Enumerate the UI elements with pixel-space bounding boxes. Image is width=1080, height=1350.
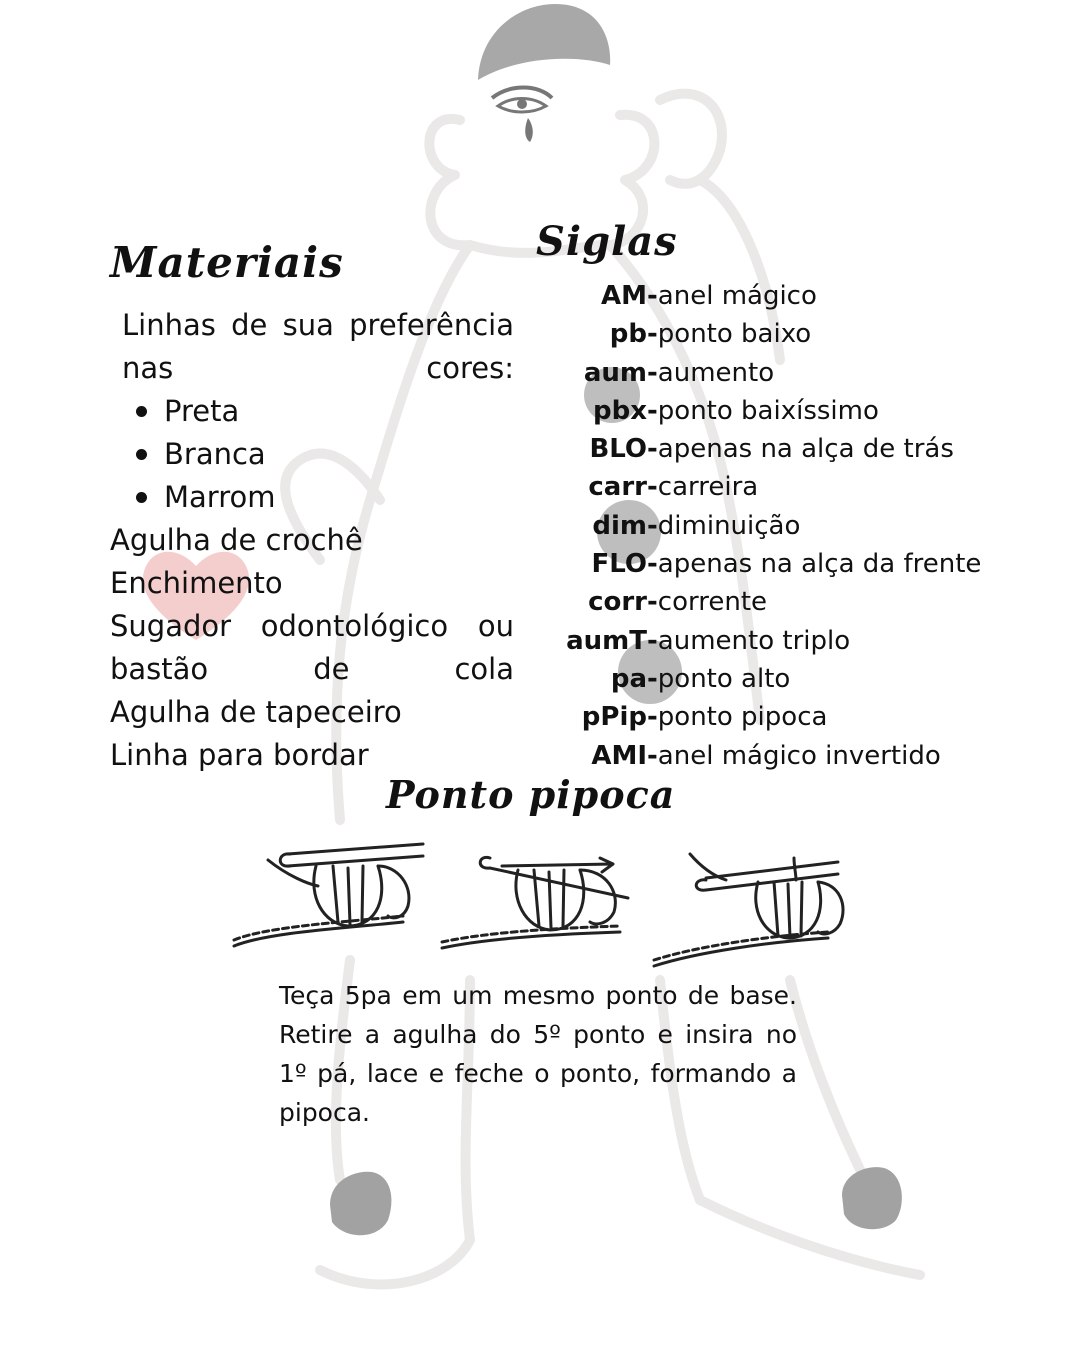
abbreviation-code: pPip xyxy=(581,702,647,733)
abbreviation-code: BLO xyxy=(589,434,647,465)
abbreviation-meaning: aumento xyxy=(657,357,775,388)
abbreviation-row: pa - ponto alto xyxy=(540,660,1040,698)
abbreviation-row: carr - carreira xyxy=(540,468,1040,506)
materials-intro: Linhas de sua preferência nas cores: xyxy=(122,308,514,385)
color-item: Preta xyxy=(164,390,514,433)
abbreviation-meaning: ponto baixíssimo xyxy=(657,395,879,426)
pipoca-title: Ponto pipoca xyxy=(386,772,676,817)
materials-list xyxy=(110,304,514,777)
materials-title: Materiais xyxy=(110,238,344,287)
abbreviation-meaning: apenas na alça de trás xyxy=(657,434,954,465)
crochet-popcorn-step-2-icon xyxy=(442,857,628,948)
material-item: Enchimento xyxy=(110,566,283,600)
abbreviation-meaning: apenas na alça da frente xyxy=(657,549,982,580)
abbreviation-code: carr xyxy=(588,472,647,503)
abbreviation-row: AM - anel mágico xyxy=(540,277,1040,315)
siglas-title: Siglas xyxy=(536,218,678,265)
abbreviation-meaning: ponto alto xyxy=(657,663,791,694)
abbreviation-code: pbx xyxy=(593,395,647,426)
color-item: Marrom xyxy=(164,476,514,519)
abbreviation-code: dim xyxy=(592,510,647,541)
color-item: Branca xyxy=(164,433,514,476)
material-item: Agulha de crochê xyxy=(110,523,363,557)
abbreviation-row: FLO - apenas na alça da frente xyxy=(540,545,1040,583)
abbreviation-code: corr xyxy=(588,587,647,618)
abbreviation-code: pb xyxy=(609,319,647,350)
abbreviation-meaning: ponto pipoca xyxy=(657,702,828,733)
abbreviation-row: corr - corrente xyxy=(540,583,1040,621)
abbreviation-code: AMI xyxy=(591,740,647,771)
abbreviation-code: aum xyxy=(583,357,647,388)
abbreviation-row: BLO - apenas na alça de trás xyxy=(540,430,1040,468)
crochet-popcorn-step-3-icon xyxy=(654,854,843,966)
pipoca-instructions: Teça 5pa em um mesmo ponto de base. Retire a agulha do 5º ponto e insira no 1º pá, lace e feche o ponto, formando a pipoca. xyxy=(279,981,797,1127)
popcorn-stitch-diagram xyxy=(228,836,850,972)
color-list xyxy=(110,390,514,519)
abbreviation-code: pa xyxy=(610,663,647,694)
abbreviation-row: dim - diminuição xyxy=(540,507,1040,545)
abbreviation-meaning: anel mágico invertido xyxy=(657,740,941,771)
abbreviation-meaning: corrente xyxy=(657,587,768,618)
abbreviation-list xyxy=(540,277,1040,775)
abbreviation-row: pb - ponto baixo xyxy=(540,315,1040,353)
abbreviation-meaning: anel mágico xyxy=(657,281,817,311)
abbreviation-meaning: aumento triplo xyxy=(657,625,851,656)
abbreviation-row: aum - aumento xyxy=(540,354,1040,392)
material-item: Linha para bordar xyxy=(110,738,369,772)
material-item: Sugador odontológico ou bastão de cola xyxy=(110,609,514,686)
abbreviation-code: AM xyxy=(601,281,647,311)
abbreviation-row: pbx - ponto baixíssimo xyxy=(540,392,1040,430)
abbreviation-code: aumT xyxy=(566,625,647,656)
abbreviation-meaning: carreira xyxy=(657,472,759,503)
abbreviation-row: AMI - anel mágico invertido xyxy=(540,737,1040,775)
abbreviation-meaning: ponto baixo xyxy=(657,319,812,350)
crochet-popcorn-step-1-icon xyxy=(234,844,423,946)
abbreviation-code: FLO xyxy=(591,549,647,580)
material-item: Agulha de tapeceiro xyxy=(110,695,402,729)
abbreviation-row: aumT - aumento triplo xyxy=(540,622,1040,660)
abbreviation-meaning: diminuição xyxy=(657,510,801,541)
abbreviation-row: pPip - ponto pipoca xyxy=(540,698,1040,736)
